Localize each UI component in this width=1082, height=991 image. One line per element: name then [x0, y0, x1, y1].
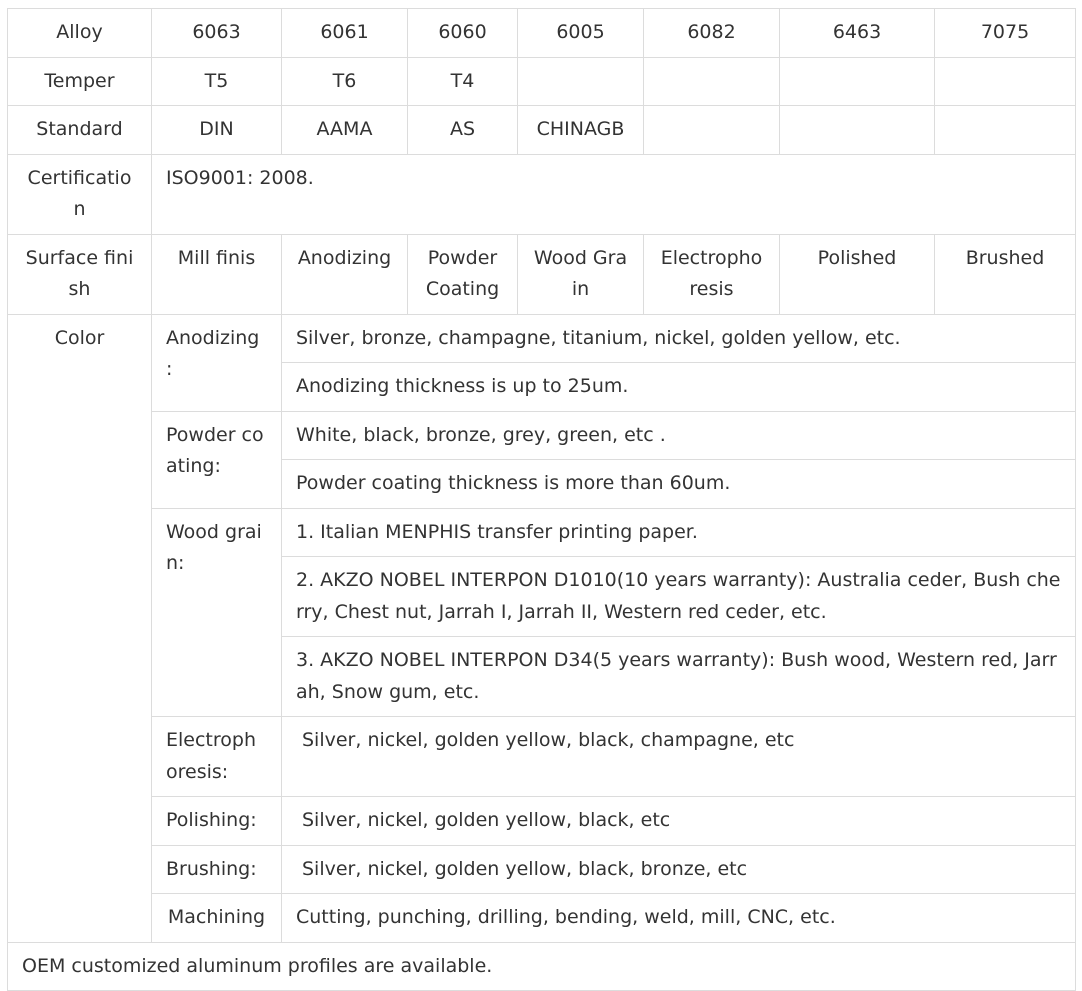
finish-powder-coating: Powder Coating	[408, 234, 518, 314]
finish-electrophoresis: Electrophoresis	[644, 234, 780, 314]
standard-aama: AAMA	[282, 106, 408, 155]
color-wood-row-1	[8, 508, 1076, 557]
color-label: Color	[8, 314, 152, 942]
machining-value: Cutting, punching, drilling, bending, weld, mill, CNC, etc.	[282, 894, 1076, 943]
color-anodizing-colors: Silver, bronze, champagne, titanium, nickel, golden yellow, etc.	[282, 314, 1076, 363]
standard-as: AS	[408, 106, 518, 155]
color-anodizing-label: Anodizing :	[152, 314, 282, 411]
color-powder-colors: White, black, bronze, grey, green, etc .	[282, 411, 1076, 460]
finish-anodizing: Anodizing	[282, 234, 408, 314]
alloy-6060: 6060	[408, 9, 518, 58]
color-brushing-row	[8, 845, 1076, 894]
temper-label: Temper	[8, 57, 152, 106]
standard-label: Standard	[8, 106, 152, 155]
finish-brushed: Brushed	[935, 234, 1076, 314]
color-polishing-label: Polishing:	[152, 797, 282, 846]
temper-empty-cell	[935, 57, 1076, 106]
color-powder-row-1	[8, 411, 1076, 460]
alloy-6463: 6463	[780, 9, 935, 58]
alloy-label: Alloy	[8, 9, 152, 58]
machining-row	[8, 894, 1076, 943]
finish-wood-grain: Wood Grain	[518, 234, 644, 314]
temper-empty-cell	[780, 57, 935, 106]
standard-din: DIN	[152, 106, 282, 155]
color-brushing-colors: Silver, nickel, golden yellow, black, bronze, etc	[282, 845, 1076, 894]
temper-t5: T5	[152, 57, 282, 106]
color-wood-option-1: 1. Italian MENPHIS transfer printing paper.	[282, 508, 1076, 557]
temper-empty-cell	[644, 57, 780, 106]
alloy-row	[8, 9, 1076, 58]
machining-label: Machining	[152, 894, 282, 943]
temper-t6: T6	[282, 57, 408, 106]
certification-row	[8, 154, 1076, 234]
finish-polished: Polished	[780, 234, 935, 314]
spec-table-wrapper	[7, 8, 1076, 991]
standard-chinagb: CHINAGB	[518, 106, 644, 155]
standard-empty-cell	[935, 106, 1076, 155]
temper-empty-cell	[518, 57, 644, 106]
temper-t4: T4	[408, 57, 518, 106]
oem-note: OEM customized aluminum profiles are available.	[8, 942, 1076, 991]
finish-mill: Mill finis	[152, 234, 282, 314]
color-electrophoresis-label: Electrophoresis:	[152, 717, 282, 797]
alloy-6005: 6005	[518, 9, 644, 58]
color-powder-label: Powder coating:	[152, 411, 282, 508]
standard-empty-cell	[780, 106, 935, 155]
color-wood-option-2: 2. AKZO NOBEL INTERPON D1010(10 years warranty): Australia ceder, Bush cherry, Chest nut, Jarrah I, Jarrah II, Western red ceder, etc.	[282, 557, 1076, 637]
certification-value: ISO9001: 2008.	[152, 154, 1076, 234]
color-polishing-row	[8, 797, 1076, 846]
alloy-6063: 6063	[152, 9, 282, 58]
color-wood-label: Wood grain:	[152, 508, 282, 717]
alloy-7075: 7075	[935, 9, 1076, 58]
color-brushing-label: Brushing:	[152, 845, 282, 894]
alloy-6061: 6061	[282, 9, 408, 58]
alloy-6082: 6082	[644, 9, 780, 58]
color-wood-option-3: 3. AKZO NOBEL INTERPON D34(5 years warranty): Bush wood, Western red, Jarrah, Snow gum, etc.	[282, 637, 1076, 717]
aluminum-spec-table	[7, 8, 1076, 991]
color-anodizing-thickness: Anodizing thickness is up to 25um.	[282, 363, 1076, 412]
color-anodizing-row-1	[8, 314, 1076, 363]
temper-row	[8, 57, 1076, 106]
surface-finish-row	[8, 234, 1076, 314]
standard-empty-cell	[644, 106, 780, 155]
color-electrophoresis-row	[8, 717, 1076, 797]
standard-row	[8, 106, 1076, 155]
color-polishing-colors: Silver, nickel, golden yellow, black, etc	[282, 797, 1076, 846]
surface-finish-label: Surface finish	[8, 234, 152, 314]
certification-label: Certification	[8, 154, 152, 234]
color-powder-thickness: Powder coating thickness is more than 60um.	[282, 460, 1076, 509]
oem-row	[8, 942, 1076, 991]
color-electrophoresis-colors: Silver, nickel, golden yellow, black, champagne, etc	[282, 717, 1076, 797]
